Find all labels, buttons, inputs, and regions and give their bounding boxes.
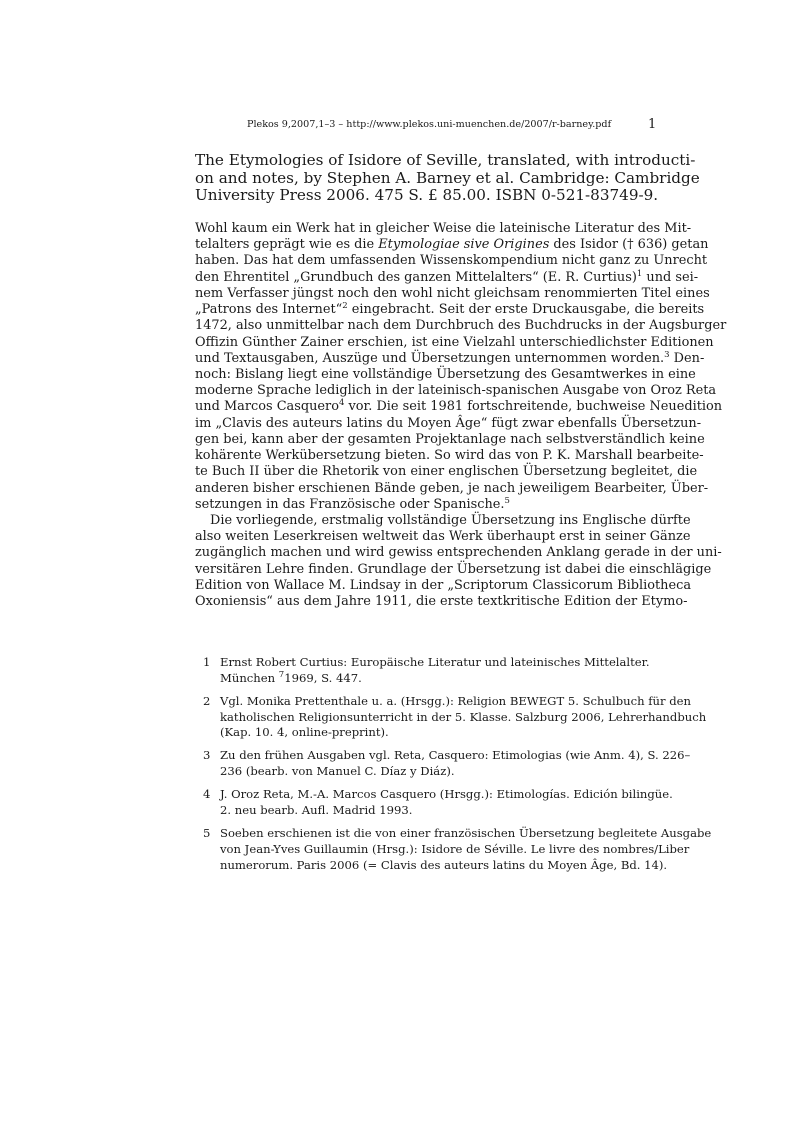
text-segment: J. Oroz Reta, M.-A. Marcos Casquero (Hrsgg.): Etimologías. Edición bilingüe. [220,787,673,802]
footnote [203,787,673,818]
text-segment: 1472, also unmittelbar nach dem Durchbruch des Buchdrucks in der Augsburger [195,318,727,334]
review-title [195,151,700,205]
footnote-reference: 2 [342,301,348,312]
title-line: The Etymologies of Isidore of Seville, translated, with introducti- [195,151,696,169]
body-line [195,285,710,302]
body-line [195,366,696,383]
footnote-reference: 1 [636,268,643,279]
footnote [203,748,691,779]
text-segment: Zu den frühen Ausgaben vgl. Reta, Casquero: Etimologias (wie Anm. 4), S. 226– [220,748,691,763]
footnote-number: 2 [203,693,211,708]
text-segment: Den- [669,350,705,366]
text-segment: gen bei, kann aber der gesamten Projektanlage nach selbstverständlich keine [195,431,705,447]
text-segment: Die vorliegende, erstmalig vollständige Übersetzung ins Englische dürfte [210,512,691,528]
body-line [195,383,717,399]
text-segment: numerorum. Paris 2006 (= Clavis des auteurs latins du Moyen Âge, Bd. 14). [220,857,668,872]
text-segment: noch: Bislang liegt eine vollständige Übersetzung des Gesamtwerkes in eine [195,366,696,382]
footnote-line [220,671,613,687]
text-segment: also weiten Leserkreisen weltweit das Werk überhaupt erst in seiner Gänze [195,529,691,545]
footnote-line [220,857,668,874]
footnote-line [220,764,613,780]
text-segment: Ernst Robert Curtius: Europäische Literatur und lateinisches Mittelalter. [220,655,650,669]
text-segment: Wohl kaum ein Werk hat in gleicher Weise die lateinische Literatur des Mit- [195,221,692,236]
body-line [195,349,705,367]
footnote [203,693,707,741]
text-segment: von Jean-Yves Guillaumin (Hrsg.): Isidore de Séville. Le livre des nombres/Liber [220,841,690,856]
footnote-reference: 4 [338,398,345,409]
text-segment: Soeben erschienen ist die von einer französischen Übersetzung begleitete Ausgabe [220,826,712,841]
text-segment: Offizin Günther Zainer erschien, ist eine Vielzahl unterschiedlichster Editionen [195,334,714,350]
footnote-line [220,693,691,710]
body-line [195,577,692,594]
text-segment: und Textausgaben, Auszüge und Übersetzungen unternommen worden. [195,350,665,366]
body-line [195,301,705,318]
body-line [195,448,704,464]
body-line [195,415,702,432]
body-line [195,268,699,286]
body-line [195,512,691,529]
text-segment: Oxoniensis“ aus dem Jahre 1911, die erste textkritische Edition der Etymo- [195,594,688,610]
text-segment: Vgl. Monika Prettenthale u. a. (Hrsgg.): Religion BEWEGT 5. Schulbuch für den [220,693,691,708]
text-segment: vor. Die seit 1981 fortschreitende, buchweise Neuedition [344,399,723,415]
footnote-number: 1 [203,655,211,669]
footnote [203,826,712,873]
footnote-line [220,748,691,764]
body-line [195,529,691,545]
footnote-line [220,655,650,671]
body-line [195,431,705,448]
text-segment: versitären Lehre finden. Grundlage der Übersetzung ist dabei die einschlägige [195,561,712,577]
footnote-line [220,709,707,726]
footnote-line [220,787,673,803]
text-segment: (Kap. 10. 4, online-preprint). [220,725,389,740]
footnote-line [220,841,690,858]
text-segment: nem Verfasser jüngst noch den wohl nicht gleichsam renommierten Titel eines [195,285,710,301]
footnote-number: 5 [203,826,211,841]
text-segment: des Isidor († 636) getan [549,237,709,253]
body-line [195,221,692,237]
body-line [195,398,723,415]
footnote-number: 4 [203,787,211,802]
footnote-line [220,803,613,819]
text-segment: 2. neu bearb. Aufl. Madrid 1993. [220,803,413,817]
text-segment: zugänglich machen und wird gewiss entsprechenden Anklang gerade in der uni- [195,545,722,561]
text-segment: haben. Das hat dem umfassenden Wissenskompendium nicht ganz zu Unrecht [195,253,708,269]
text-segment: im „Clavis des auteurs latins du Moyen Âge“ fügt zwar ebenfalls Übersetzun- [195,415,702,431]
footnote-reference: 3 [664,349,670,360]
text-segment: te Buch II über die Rhetorik von einer englischen Übersetzung begleitet, die [195,464,698,480]
footnotes [203,655,712,881]
text-segment: anderen bisher erschienen Bände geben, je nach jeweiligem Bearbeiter, Über- [195,480,709,496]
text-segment: 1969, S. 447. [284,670,362,685]
body-line [195,334,714,351]
body-line [195,237,709,253]
body-line [195,318,727,334]
footnote-reference: 7 [278,669,285,680]
footnote-reference: 5 [504,495,510,506]
body-line [195,594,688,610]
italic-text: Etymologiae sive Origines [378,237,550,253]
text-segment: moderne Sprache lediglich in der lateinisch-spanischen Ausgabe von Oroz Reta [195,383,717,399]
text-segment: den Ehrentitel „Grundbuch des ganzen Mittelalters“ (E. R. Curtius) [195,269,637,285]
body-line [195,480,709,497]
text-segment: setzungen in das Französische oder Spanische. [195,496,505,512]
text-segment: München [220,670,279,685]
text-segment: und sei- [642,269,699,285]
body-line [195,497,613,513]
page-number: 1 [648,117,657,132]
footnote-line [220,725,613,741]
running-head: Plekos 9,2007,1–3 – http://www.plekos.uni-muenchen.de/2007/r-barney.pdf [247,119,612,130]
text-segment: telalters geprägt wie es die [195,237,379,253]
title-line: University Press 2006. 475 S. £ 85.00. ISBN 0-521-83749-9. [195,186,659,205]
text-segment: „Patrons des Internet“ [195,302,343,318]
text-segment: eingebracht. Seit der erste Druckausgabe, die bereits [347,302,705,318]
text-segment: Edition von Wallace M. Lindsay in der „Scriptorum Classicorum Bibliotheca [195,577,692,593]
footnote-line [220,826,712,842]
text-segment: und Marcos Casquero [195,399,339,415]
body-line [195,561,712,578]
body-line [195,464,698,480]
body-line [195,545,722,561]
text-segment: katholischen Religionsunterricht in der 5. Klasse. Salzburg 2006, Lehrerhandbuch [220,709,707,724]
text-segment: 236 (bearb. von Manuel C. Díaz y Diáz). [220,764,455,779]
body-text [195,221,727,610]
footnote [203,655,650,686]
footnote-number: 3 [203,748,211,763]
title-line: on and notes, by Stephen A. Barney et al. Cambridge: Cambridge [195,168,700,187]
text-segment: kohärente Werkübersetzung bieten. So wird das von P. K. Marshall bearbeite- [195,448,704,464]
body-line [195,253,708,269]
